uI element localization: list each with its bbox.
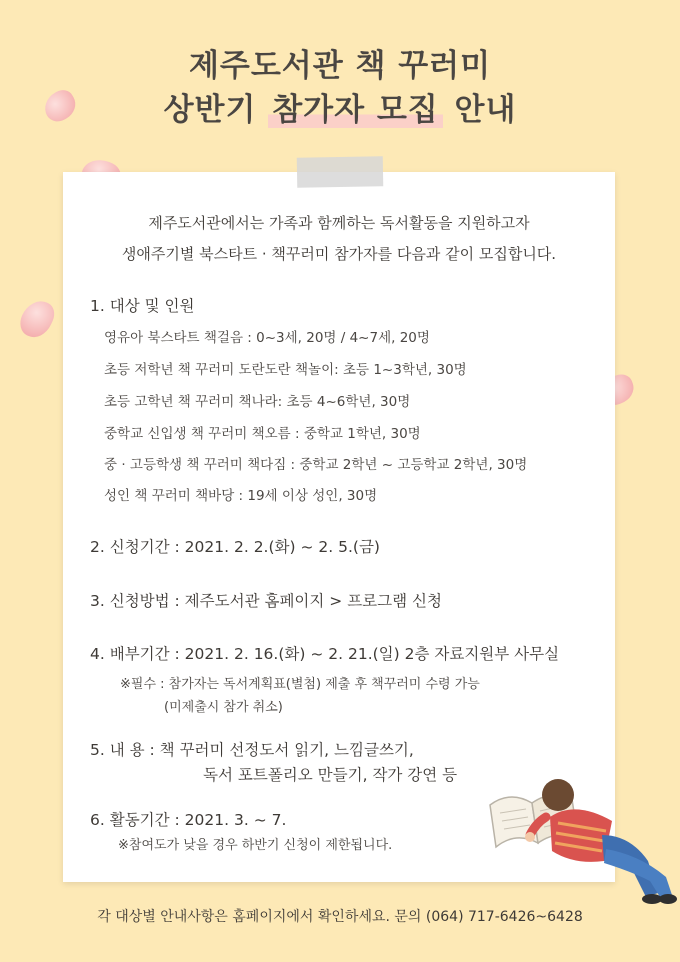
intro-line-2: 생애주기별 북스타트 · 책꾸러미 참가자를 다음과 같이 모집합니다.: [121, 245, 557, 263]
content-line-1: 5. 내 용 : 책 꾸러미 선정도서 읽기, 느낌글쓰기,: [90, 741, 414, 759]
title-highlight: 참가자 모집: [268, 92, 443, 128]
target-item: 초등 저학년 책 꾸러미 도란도란 책놀이: 초등 1~3학년, 30명: [104, 362, 467, 378]
target-item: 중 · 고등학생 책 꾸러미 책다짐 : 중학교 2학년 ~ 고등학교 2학년, 30명: [104, 457, 528, 473]
content-line-2: 독서 포트폴리오 만들기, 작가 강연 등: [203, 766, 458, 784]
title-line-2: [0, 84, 680, 129]
target-item: 성인 책 꾸러미 책바당 : 19세 이상 성인, 30명: [104, 488, 378, 504]
distribution-note: ※필수 : 참가자는 독서계획표(별첨) 제출 후 책꾸러미 수령 가능: [120, 677, 480, 692]
target-item: 초등 고학년 책 꾸러미 책나라: 초등 4~6학년, 30명: [104, 394, 411, 410]
application-period: 2. 신청기간 : 2021. 2. 2.(화) ~ 2. 5.(금): [90, 538, 380, 556]
activity-period: 6. 활동기간 : 2021. 3. ~ 7.: [90, 811, 287, 829]
title-suffix: 안내: [442, 92, 517, 128]
distribution-period: 4. 배부기간 : 2021. 2. 16.(화) ~ 2. 21.(일) 2층 자료지원부 사무실: [90, 645, 560, 663]
title-prefix: 상반기: [163, 92, 269, 128]
distribution-note-cancel: (미제출시 참가 취소): [164, 700, 283, 715]
application-method: 3. 신청방법 : 제주도서관 홈페이지 > 프로그램 신청: [90, 592, 442, 610]
section-1-heading: 1. 대상 및 인원: [90, 297, 195, 315]
activity-note: ※참여도가 낮을 경우 하반기 신청이 제한됩니다.: [118, 838, 393, 853]
reading-child-illustration: [480, 765, 680, 905]
tape-decoration: [297, 156, 384, 187]
petal-decoration: [15, 295, 58, 342]
target-item: 영유아 북스타트 책걸음 : 0~3세, 20명 / 4~7세, 20명: [104, 330, 430, 346]
title-line-1: 제주도서관 책 꾸러미: [188, 48, 492, 84]
intro-line-1: 제주도서관에서는 가족과 함께하는 독서활동을 지원하고자: [148, 214, 530, 232]
target-item: 중학교 신입생 책 꾸러미 책오름 : 중학교 1학년, 30명: [104, 426, 421, 442]
footer-contact: 각 대상별 안내사항은 홈페이지에서 확인하세요. 문의 (064) 717-6426~6428: [97, 909, 583, 925]
